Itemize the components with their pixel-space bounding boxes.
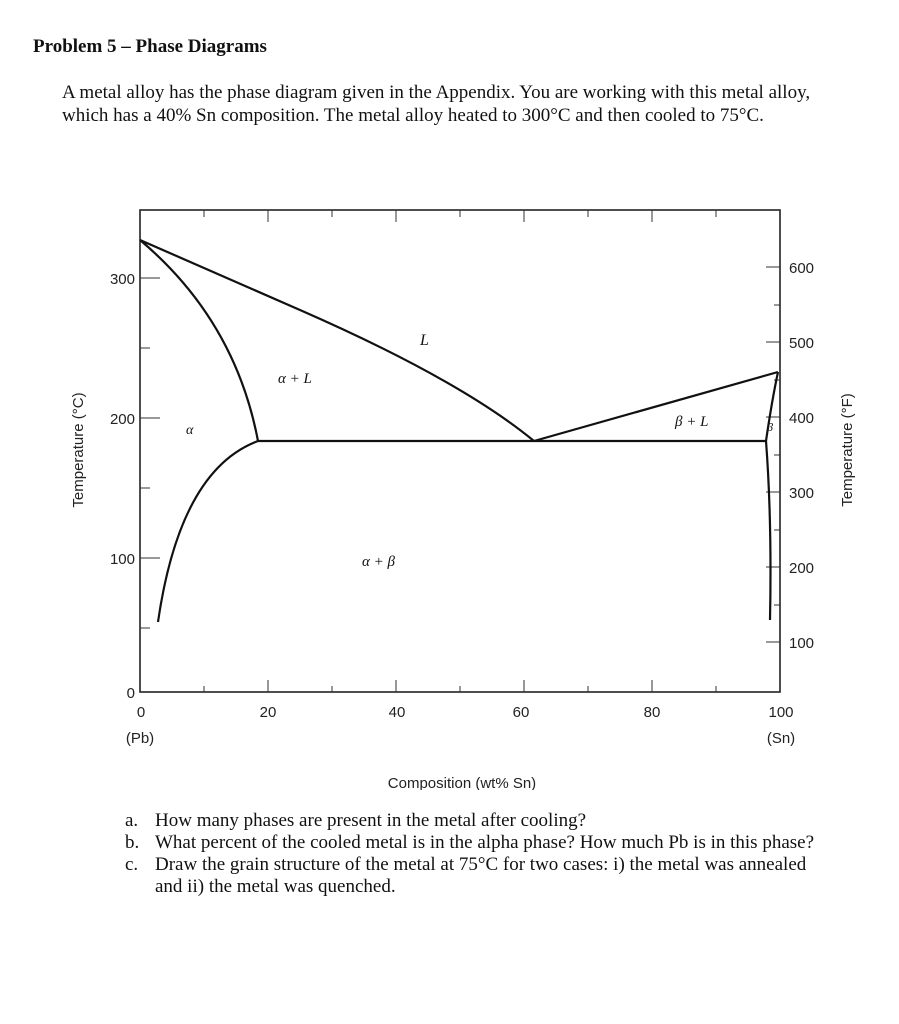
solvus-alpha	[158, 441, 258, 622]
y-tick-label-c-200: 200	[109, 411, 135, 428]
x-tick-label-80: 80	[643, 704, 661, 721]
x-end-label-pb: (Pb)	[125, 730, 155, 747]
right-ticks	[766, 267, 780, 642]
solidus-alpha	[140, 240, 258, 441]
x-tick-label-0: 0	[136, 704, 146, 721]
problem-title: Problem 5 – Phase Diagrams	[33, 36, 267, 57]
region-label-beta: β	[767, 420, 773, 434]
left-axis-label: Temperature (°C)	[70, 392, 87, 508]
question-letter: b.	[125, 832, 140, 853]
y-tick-label-c-100: 100	[109, 551, 135, 568]
question-list	[125, 810, 825, 898]
x-tick-label-100: 100	[768, 704, 794, 721]
phase-boundaries	[140, 240, 778, 622]
right-axis-label: Temperature (°F)	[839, 393, 856, 507]
problem-intro: A metal alloy has the phase diagram given in the Appendix. You are working with this metal alloy, which has a 40% Sn composition. The metal alloy heated to 300°C and then cooled to 75°C.	[62, 82, 811, 126]
region-label-beta-liquid: β + L	[675, 414, 709, 430]
question-item	[125, 810, 825, 832]
y-tick-label-f-200: 200	[789, 560, 815, 577]
y-tick-label-f-600: 600	[789, 260, 815, 277]
question-text: How many phases are present in the metal after cooling?	[155, 810, 587, 831]
question-text: Draw the grain structure of the metal at 75°C for two cases: i) the metal was annealed and ii) the metal was quenched.	[155, 854, 807, 897]
x-tick-label-40: 40	[388, 704, 406, 721]
y-tick-label-c-0: 0	[126, 685, 135, 702]
x-tick-label-20: 20	[259, 704, 277, 721]
liquidus-alpha-side	[140, 240, 534, 441]
y-tick-label-f-500: 500	[789, 335, 815, 352]
y-tick-label-f-400: 400	[789, 410, 815, 427]
y-tick-label-f-300: 300	[789, 485, 815, 502]
x-end-label-sn: (Sn)	[766, 730, 796, 747]
left-ticks	[140, 278, 160, 628]
bottom-ticks	[204, 680, 716, 692]
question-item	[125, 854, 825, 898]
y-tick-label-f-100: 100	[789, 635, 815, 652]
y-tick-label-c-300: 300	[109, 271, 135, 288]
liquidus-beta-side	[534, 372, 778, 441]
question-text: What percent of the cooled metal is in the alpha phase? How much Pb is in this phase?	[155, 832, 815, 853]
top-ticks	[204, 210, 716, 222]
question-letter: a.	[125, 810, 139, 831]
question-letter: c.	[125, 854, 139, 875]
x-tick-label-60: 60	[512, 704, 530, 721]
region-label-liquid: L	[420, 332, 429, 349]
solvus-beta	[766, 441, 771, 620]
region-label-alpha: α	[186, 423, 194, 438]
question-item	[125, 832, 825, 854]
region-label-alpha-beta: α + β	[362, 554, 395, 570]
region-label-alpha-liquid: α + L	[278, 371, 312, 387]
x-axis-label: Composition (wt% Sn)	[387, 775, 537, 790]
